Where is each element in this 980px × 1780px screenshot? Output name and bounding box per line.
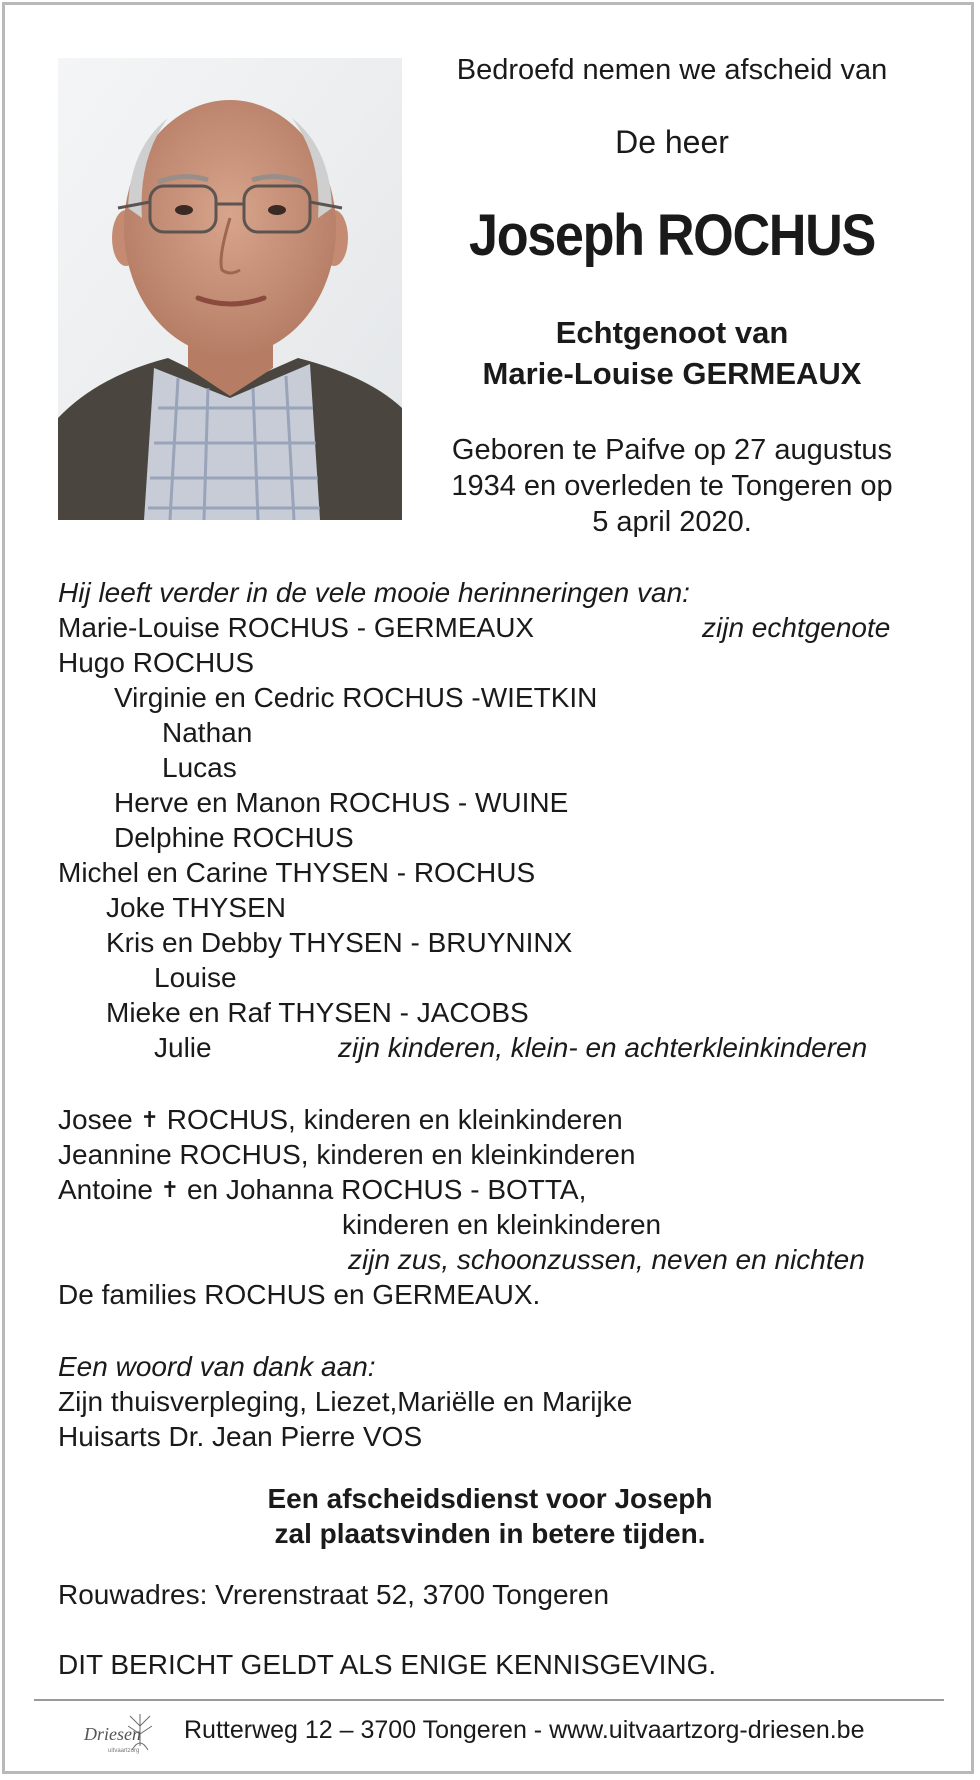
mourning-address: Rouwadres: Vrerenstraat 52, 3700 Tongeren (58, 1579, 610, 1610)
family-wife: Marie-Louise ROCHUS - GERMEAUX (58, 612, 535, 643)
born-line-2: 1934 en overleden te Tongeren op (451, 470, 893, 502)
families-line: De families ROCHUS en GERMEAUX. (58, 1279, 541, 1310)
family-line: Herve en Manon ROCHUS - WUINE (114, 787, 569, 818)
thanks-intro: Een woord van dank aan: (58, 1351, 376, 1382)
family-line: Julie (154, 1032, 212, 1063)
deceased-name: Joseph ROCHUS (469, 203, 875, 268)
logo-text: Driesen (84, 1724, 141, 1744)
sibling-josee (58, 1103, 623, 1137)
portrait-photo (58, 58, 402, 520)
family-line: Virginie en Cedric ROCHUS -WIETKIN (114, 682, 598, 713)
born-line-3: 5 april 2020. (592, 506, 752, 538)
driesen-logo (80, 1706, 166, 1762)
service-line-1: Een afscheidsdienst voor Joseph (267, 1483, 713, 1514)
family-line: Nathan (162, 717, 253, 748)
spouse-block (412, 312, 932, 394)
footer-divider (34, 1699, 944, 1701)
family-line: Lucas (162, 752, 237, 783)
sibling-jeannine: Jeannine ROCHUS, kinderen en kleinkinderen (58, 1139, 636, 1170)
family-line: Delphine ROCHUS (114, 822, 354, 853)
siblings-role: zijn zus, schoonzussen, neven en nichten (348, 1244, 865, 1275)
birth-death-block (412, 432, 932, 540)
family-line: Kris en Debby THYSEN - BRUYNINX (106, 927, 573, 958)
family-line: Hugo ROCHUS (58, 647, 255, 678)
spouse-line-1: Echtgenoot van (555, 315, 789, 350)
thanks-line-1: Zijn thuisverpleging, Liezet,Mariëlle en Marijke (58, 1386, 633, 1417)
sibling-antoine-cont: kinderen en kleinkinderen (342, 1209, 662, 1240)
cross-icon: ✝ (140, 1107, 159, 1132)
spouse-line-2: Marie-Louise GERMEAUX (482, 356, 862, 391)
sibling-antoine (58, 1173, 586, 1207)
thanks-line-2: Huisarts Dr. Jean Pierre VOS (58, 1421, 423, 1452)
logo-sub: uitvaartzorg (108, 1748, 140, 1754)
family-intro: Hij leeft verder in de vele mooie herinneringen van: (58, 577, 690, 608)
notice-line: DIT BERICHT GELDT ALS ENIGE KENNISGEVING. (58, 1649, 717, 1680)
family-wife-role: zijn echtgenote (702, 612, 891, 643)
service-line-2: zal plaatsvinden in betere tijden. (274, 1518, 706, 1549)
family-line: Michel en Carine THYSEN - ROCHUS (58, 857, 536, 888)
footer-contact: Rutterweg 12 – 3700 Tongeren - www.uitvaartzorg-driesen.be (184, 1716, 865, 1744)
intro-text: Bedroefd nemen we afscheid van (456, 54, 888, 86)
family-line: Louise (154, 962, 237, 993)
cross-icon: ✝ (160, 1177, 180, 1202)
sibling-antoine-rest: en Johanna ROCHUS - BOTTA, (186, 1174, 587, 1205)
born-line-1: Geboren te Paifve op 27 augustus (451, 434, 893, 466)
family-line: Mieke en Raf THYSEN - JACOBS (106, 997, 529, 1028)
children-role: zijn kinderen, klein- en achterkleinkinderen (338, 1032, 868, 1063)
honorific: De heer (615, 124, 729, 160)
sibling-antoine-first: Antoine (58, 1174, 153, 1205)
sibling-josee-rest: ROCHUS, kinderen en kleinkinderen (166, 1104, 623, 1135)
family-line: Joke THYSEN (106, 892, 286, 923)
sibling-josee-first: Josee (58, 1104, 133, 1135)
